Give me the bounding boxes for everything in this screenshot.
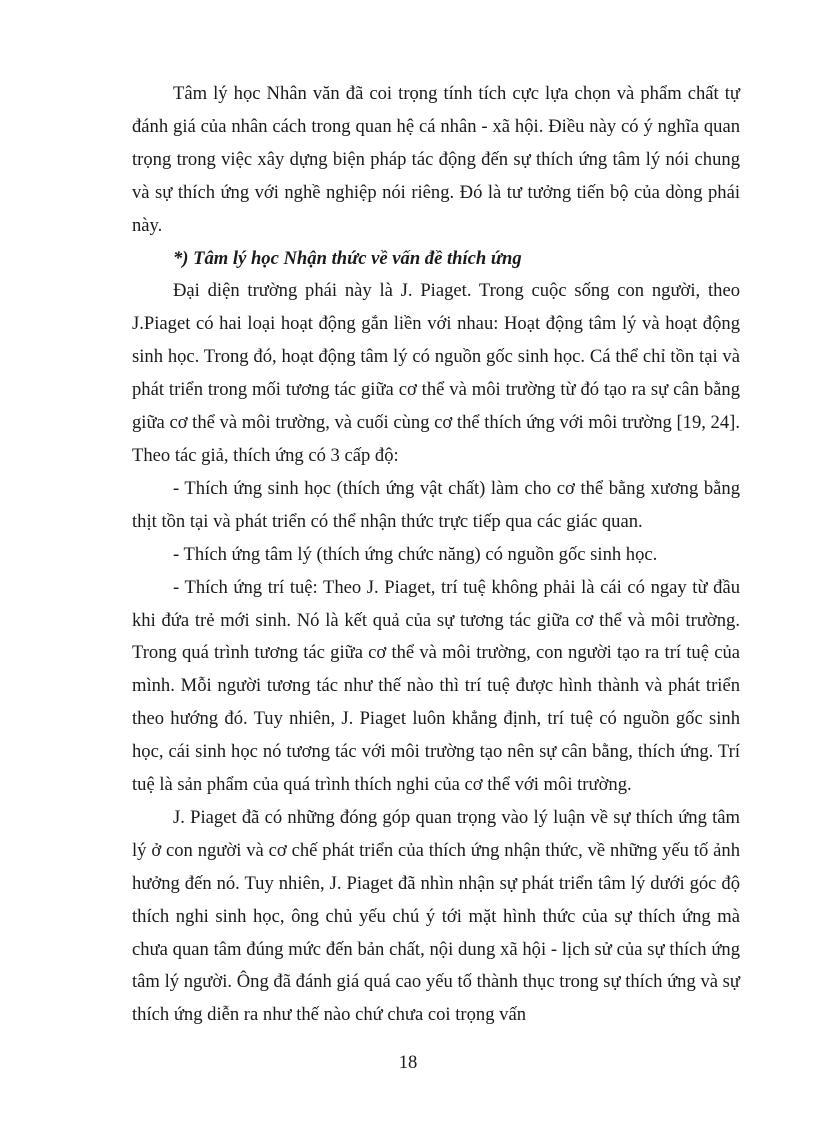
section-heading-cognitive-psychology: *) Tâm lý học Nhận thức về vấn đề thích ứng xyxy=(173,247,522,269)
page-body xyxy=(132,78,740,1032)
list-item-intellectual-adaptation: - Thích ứng trí tuệ: Theo J. Piaget, trí tuệ không phải là cái có ngay từ đầu khi đứa trẻ mới sinh. Nó là kết quả của sự tương tác giữa cơ thể và môi trường. Trong quá trình tương tác giữa cơ thể và môi trường, con người tạo ra trí tuệ của mình. Mỗi người tương tác như thế nào thì trí tuệ được hình thành và phát triển theo hướng đó. Tuy nhiên, J. Piaget luôn khẳng định, trí tuệ có nguồn gốc sinh học, cái sinh học nó tương tác với môi trường tạo nên sự cân bằng, thích ứng. Trí tuệ là sản phẩm của quá trình thích nghi của cơ thể với môi trường. xyxy=(132,576,740,796)
page-number: 18 xyxy=(398,1052,418,1073)
paragraph-humanistic-psychology: Tâm lý học Nhân văn đã coi trọng tính tích cực lựa chọn và phẩm chất tự đánh giá của nhân cách trong quan hệ cá nhân - xã hội. Điều này có ý nghĩa quan trọng trong việc xây dựng biện pháp tác động đến sự thích ứng tâm lý nói chung và sự thích ứng với nghề nghiệp nói riêng. Đó là tư tưởng tiến bộ của dòng phái này. xyxy=(132,83,740,236)
list-item-biological-adaptation: - Thích ứng sinh học (thích ứng vật chất) làm cho cơ thể bằng xương bằng thịt tồn tại và phát triển có thể nhận thức trực tiếp qua các giác quan. xyxy=(132,477,740,532)
paragraph-piaget-intro: Đại diện trường phái này là J. Piaget. Trong cuộc sống con người, theo J.Piaget có hai loại hoạt động gắn liền với nhau: Hoạt động tâm lý và hoạt động sinh học. Trong đó, hoạt động tâm lý có nguồn gốc sinh học. Cá thể chỉ tồn tại và phát triển trong mối tương tác giữa cơ thể và môi trường từ đó tạo ra sự cân bằng giữa cơ thể và môi trường, và cuối cùng cơ thể thích ứng với môi trường [19, 24]. Theo tác giả, thích ứng có 3 cấp độ: xyxy=(132,280,740,466)
list-item-psychological-adaptation: - Thích ứng tâm lý (thích ứng chức năng) có nguồn gốc sinh học. xyxy=(173,543,658,565)
paragraph-piaget-evaluation: J. Piaget đã có những đóng góp quan trọng vào lý luận về sự thích ứng tâm lý ở con người và cơ chế phát triển của thích ứng nhận thức, về những yếu tố ảnh hưởng đến nó. Tuy nhiên, J. Piaget đã nhìn nhận sự phát triển tâm lý dưới góc độ thích nghi sinh học, ông chủ yếu chú ý tới mặt hình thức của sự thích ứng mà chưa quan tâm đúng mức đến bản chất, nội dung xã hội - lịch sử của sự thích ứng tâm lý người. Ông đã đánh giá quá cao yếu tố thành thục trong sự thích ứng và sự thích ứng diễn ra như thế nào chứ chưa coi trọng vấn xyxy=(132,806,740,1026)
